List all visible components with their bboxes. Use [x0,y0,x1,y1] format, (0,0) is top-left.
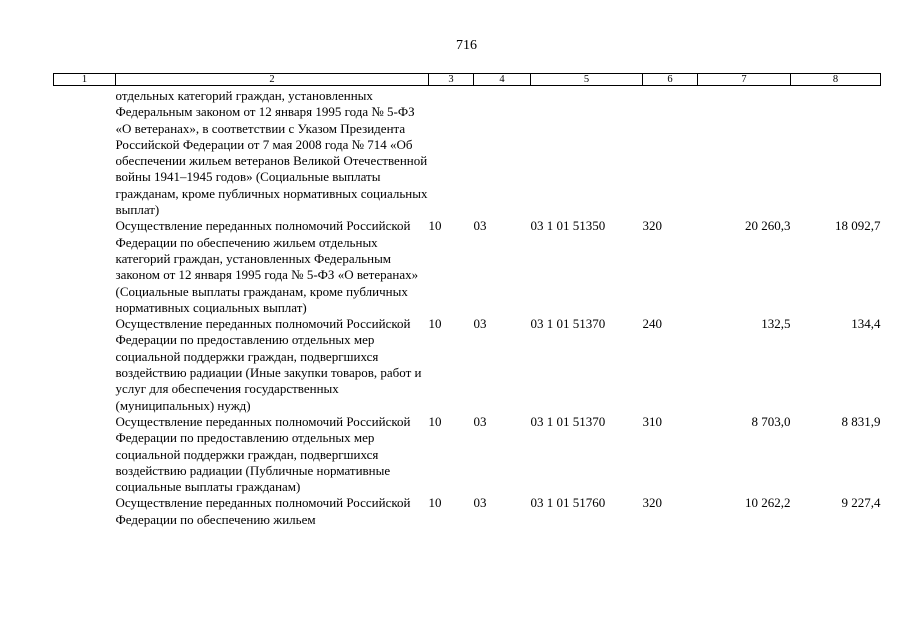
budget-table [53,73,881,528]
column-header: 4 [474,74,531,86]
row-index-cell [54,86,116,219]
page-number: 716 [456,38,477,53]
target-code: 03 1 01 51350 [530,218,606,234]
column-header: 7 [698,74,791,86]
amount-year-1: 8 703,0 [751,413,791,429]
section-code: 10 [428,218,442,234]
amount-year-2: 134,4 [851,316,881,332]
row-index-cell [54,316,116,414]
section-code: 10 [428,413,442,429]
column-numbers-row [54,74,881,86]
target-code [531,86,643,219]
section-code: 10 [428,316,442,332]
expense-code [643,86,698,219]
table-row [54,86,881,219]
row-description: Осуществление переданных полномочий Российской Федерации по обеспечению жильем [115,495,411,527]
row-description: отдельных категорий граждан, установленных Федеральным законом от 12 января 1995 года № 5-ФЗ «О ветеранах», в соответствии с Указом Президента Российской Федерации от 7 мая 2008 года № 714 «Об обеспечении жильем ветеранов Великой Отечественной войны 1941–1945 годов» (Социальные выплаты гражданам, кроме публичных нормативных социальных выплат) [115,88,428,218]
row-description: Осуществление переданных полномочий Российской Федерации по обеспечению жильем отдельных категорий граждан, установленных Федеральным законом от 12 января 1995 года № 5-ФЗ «О ветеранах» (Социальные выплаты гражданам, кроме публичных нормативных социальных выплат) [115,218,419,315]
column-header: 6 [643,74,698,86]
section-code [429,86,474,219]
row-index-cell [54,495,116,528]
expense-code: 240 [642,316,662,332]
target-code: 03 1 01 51370 [530,413,606,429]
amount-year-1: 10 262,2 [745,495,791,511]
row-description: Осуществление переданных полномочий Российской Федерации по предоставлению отдельных мер социальной поддержки граждан, подвергшихся воздействию радиации (Иные закупки товаров, работ и услуг для обеспечения государственных (муниципальных) нужд) [115,316,422,413]
target-code: 03 1 01 51370 [530,316,606,332]
column-header: 5 [531,74,643,86]
row-description: Осуществление переданных полномочий Российской Федерации по предоставлению отдельных мер социальной поддержки граждан, подвергшихся воздействию радиации (Публичные нормативные социальные выплаты гражданам) [115,413,411,495]
subsection-code [474,86,531,219]
column-header: 8 [791,74,881,86]
amount-year-1 [698,86,791,219]
amount-year-2: 9 227,4 [841,495,881,511]
section-code: 10 [428,495,442,511]
amount-year-1: 132,5 [761,316,791,332]
table-row [54,495,881,528]
amount-year-2 [791,86,881,219]
table-row [54,218,881,316]
table-row [54,316,881,414]
amount-year-1: 20 260,3 [745,218,791,234]
amount-year-2: 8 831,9 [841,413,881,429]
subsection-code: 03 [473,413,487,429]
table-row [54,414,881,495]
row-index-cell [54,218,116,316]
target-code: 03 1 01 51760 [530,495,606,511]
row-index-cell [54,414,116,495]
column-header: 1 [54,74,116,86]
expense-code: 320 [642,218,662,234]
column-header: 2 [116,74,429,86]
subsection-code: 03 [473,316,487,332]
amount-year-2: 18 092,7 [835,218,881,234]
subsection-code: 03 [473,218,487,234]
expense-code: 310 [642,413,662,429]
expense-code: 320 [642,495,662,511]
column-header: 3 [429,74,474,86]
subsection-code: 03 [473,495,487,511]
